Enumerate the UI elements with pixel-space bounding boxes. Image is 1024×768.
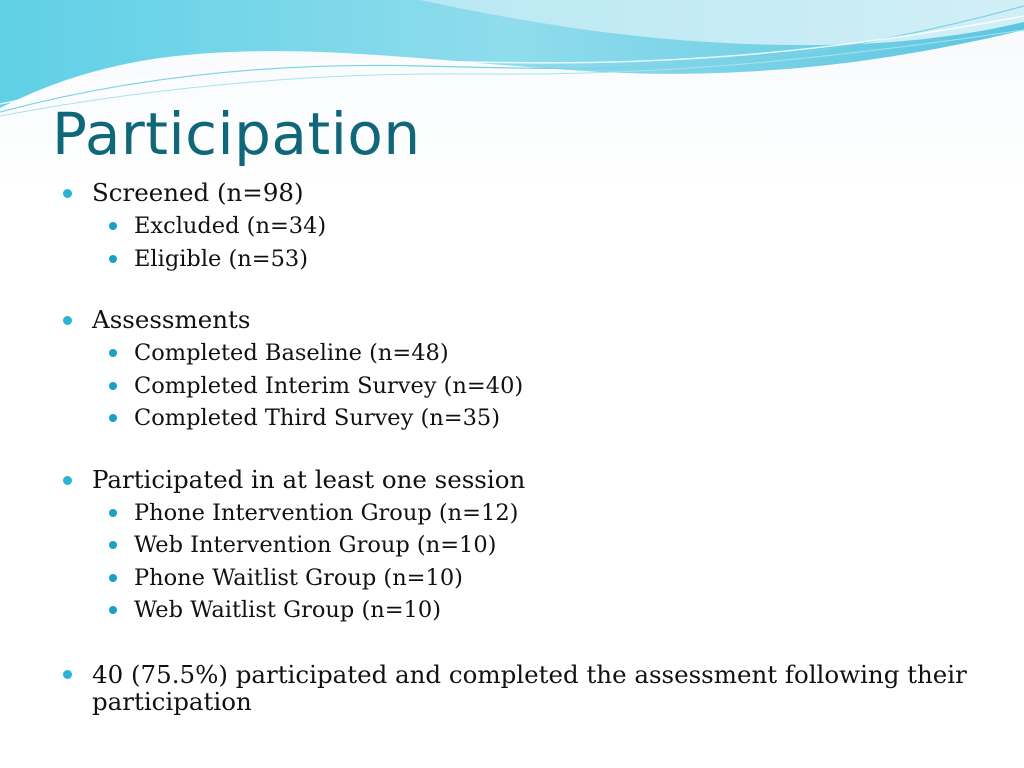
bullet-dot-icon	[63, 670, 72, 679]
bullet-dot-icon	[109, 541, 117, 549]
sub-bullet-item	[60, 594, 980, 627]
sub-bullet-text: Phone Intervention Group (n=12)	[134, 499, 519, 526]
sub-bullet-text: Web Intervention Group (n=10)	[134, 532, 497, 558]
bullet-item	[60, 305, 980, 335]
sub-bullet-item	[60, 562, 980, 595]
sub-bullet-text: Eligible (n=53)	[134, 245, 309, 272]
section-summary	[60, 657, 980, 715]
sub-bullet-item	[60, 243, 980, 276]
bullet-list	[60, 178, 980, 717]
section-participated	[60, 465, 980, 627]
bullet-text: Participated in at least one session	[92, 464, 526, 494]
sub-bullet-text: Completed Baseline (n=48)	[134, 340, 449, 366]
bullet-dot-icon	[63, 316, 72, 325]
sub-bullet-text: Phone Waitlist Group (n=10)	[134, 564, 463, 591]
sub-bullet-item	[60, 337, 980, 370]
bullet-dot-icon	[109, 606, 117, 614]
bullet-dot-icon	[109, 255, 117, 263]
bullet-item	[60, 178, 980, 208]
sub-bullet-text: Excluded (n=34)	[134, 213, 327, 239]
bullet-dot-icon	[63, 476, 72, 485]
sub-bullet-text: Completed Third Survey (n=35)	[134, 405, 501, 431]
sub-bullet-item	[60, 529, 980, 562]
bullet-item	[60, 465, 980, 495]
bullet-dot-icon	[109, 222, 117, 230]
section-screened	[60, 178, 980, 275]
sub-bullet-item	[60, 370, 980, 403]
sub-bullet-text: Completed Interim Survey (n=40)	[134, 372, 524, 399]
sub-bullet-text: Web Waitlist Group (n=10)	[134, 597, 441, 623]
bullet-dot-icon	[109, 349, 117, 357]
bullet-text: 40 (75.5%) participated and completed the assessment following their participation	[92, 659, 967, 716]
sub-bullet-item	[60, 210, 980, 243]
bullet-item	[60, 657, 980, 715]
sub-bullet-item	[60, 402, 980, 435]
bullet-dot-icon	[109, 382, 117, 390]
bullet-dot-icon	[63, 189, 72, 198]
bullet-text: Assessments	[92, 305, 251, 334]
bullet-dot-icon	[109, 414, 117, 422]
bullet-dot-icon	[109, 509, 117, 517]
section-assessments	[60, 305, 980, 435]
bullet-dot-icon	[109, 574, 117, 582]
bullet-text: Screened (n=98)	[92, 178, 304, 207]
sub-bullet-item	[60, 497, 980, 530]
slide-title: Participation	[52, 100, 421, 168]
